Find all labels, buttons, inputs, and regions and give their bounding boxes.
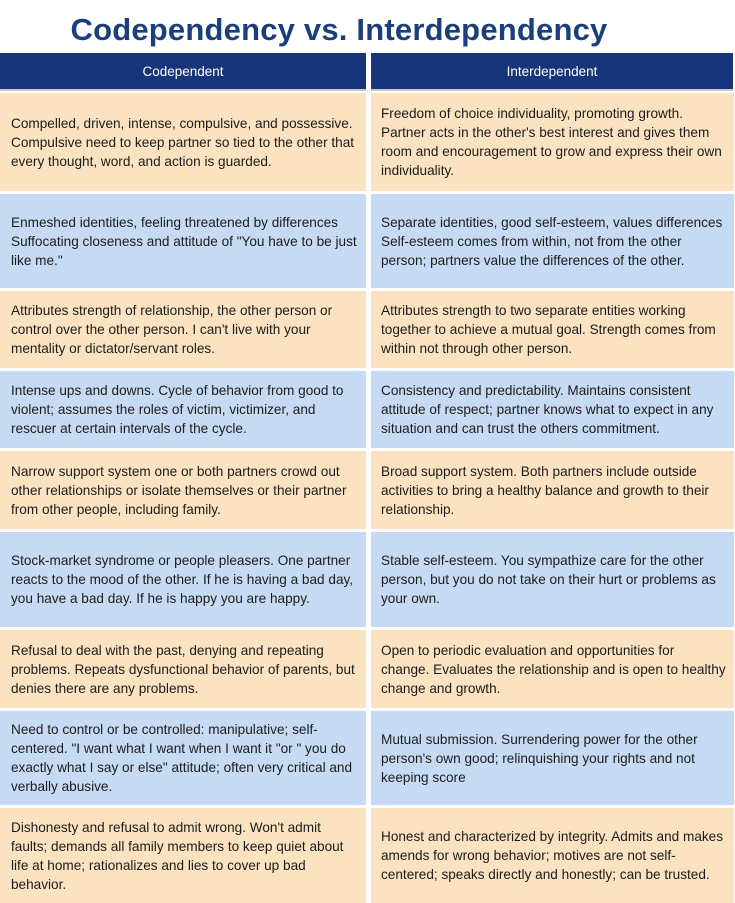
codependent-cell: Enmeshed identities, feeling threatened by differences Suffocating closeness and attitude of "You have to be just like me."	[0, 194, 366, 288]
interdependent-cell: Open to periodic evaluation and opportunities for change. Evaluates the relationship and is open to healthy change and growth.	[371, 630, 734, 708]
codependent-cell: Compelled, driven, intense, compulsive, and possessive. Compulsive need to keep partner so tied to the other that every thought, word, and action is guarded.	[0, 93, 366, 191]
interdependent-cell: Broad support system. Both partners include outside activities to bring a healthy balance and growth to their relationship.	[371, 451, 734, 529]
interdependent-cell: Stable self-esteem. You sympathize care for the other person, but you do not take on their hurt or problems as your own.	[371, 532, 734, 627]
codependent-cell: Attributes strength of relationship, the other person or control over the other person. I can't live with your mentality or dictator/servant roles.	[0, 291, 366, 368]
codependent-cell: Refusal to deal with the past, denying and repeating problems. Repeats dysfunctional behavior of parents, but denies there are any problems.	[0, 630, 366, 708]
page-title: Codependency vs. Interdependency	[70, 12, 608, 47]
codependent-cell: Stock-market syndrome or people pleasers. One partner reacts to the mood of the other. If he is having a bad day, you have a bad day. If he is happy you are happy.	[0, 532, 366, 627]
codependent-cell: Need to control or be controlled: manipulative; self-centered. "I want what I want when I want it "or " you do exactly what I say or else" attitude; often very critical and verbally abusive.	[0, 711, 366, 805]
interdependent-cell: Consistency and predictability. Maintains consistent attitude of respect; partner knows what to expect in any situation and can trust the others commitment.	[371, 371, 734, 448]
interdependent-cell: Mutual submission. Surrendering power for the other person's own good; relinquishing your rights and not keeping score	[371, 711, 734, 805]
interdependent-cell: Honest and characterized by integrity. Admits and makes amends for wrong behavior; motives are not self-centered; speaks directly and honestly; can be trusted.	[371, 808, 734, 903]
codependent-cell: Narrow support system one or both partners crowd out other relationships or isolate themselves or their partner from other people, including family.	[0, 451, 366, 529]
interdependent-cell: Separate identities, good self-esteem, values differences Self-esteem comes from within, not from the other person; partners value the differences of the other.	[371, 194, 734, 288]
column-header-codependent: Codependent	[0, 53, 366, 91]
interdependent-cell: Attributes strength to two separate entities working together to achieve a mutual goal. Strength comes from within not through other person.	[371, 291, 734, 368]
interdependent-cell: Freedom of choice individuality, promoting growth. Partner acts in the other's best interest and gives them room and encouragement to grow and express their own individuality.	[371, 93, 734, 191]
codependent-cell: Intense ups and downs. Cycle of behavior from good to violent; assumes the roles of victim, victimizer, and rescuer at certain intervals of the cycle.	[0, 371, 366, 448]
column-header-interdependent: Interdependent	[371, 53, 733, 91]
codependent-cell: Dishonesty and refusal to admit wrong. Won't admit faults; demands all family members to keep quiet about life at home; rationalizes and lies to cover up bad behavior.	[0, 808, 366, 903]
